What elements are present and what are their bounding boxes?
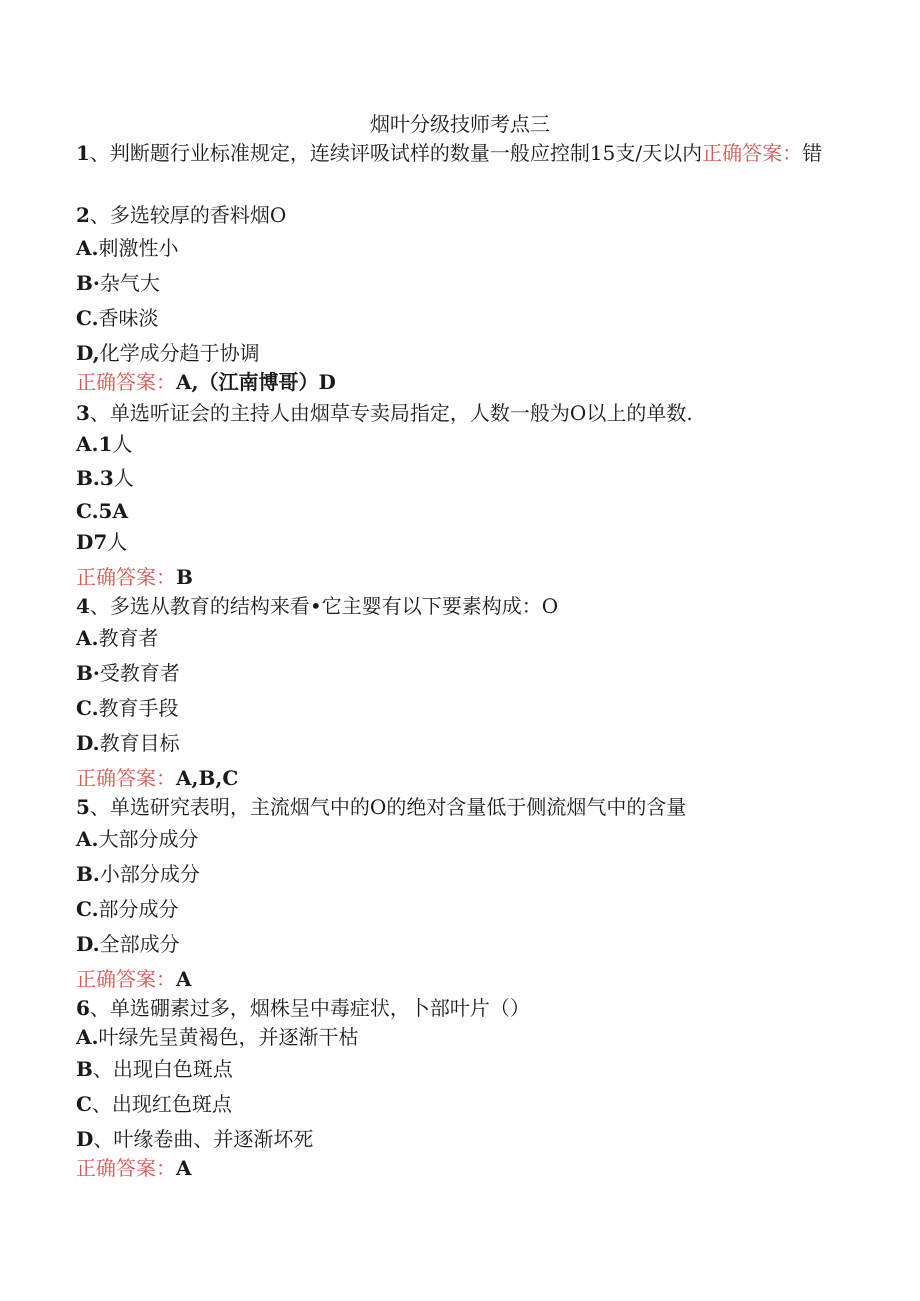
option-letter: C.5A [76,499,128,523]
question-stem: 、单选听证会的主持人由烟草专卖局指定，人数一般为O以上的单数. [89,401,693,425]
option-b [76,464,840,492]
option-a [76,825,840,853]
option-c [76,895,840,923]
option-text: 化学成分趋于协调 [99,341,260,365]
option-text: 教育目标 [99,731,180,755]
answer-label: 正确答案： [76,967,176,991]
question-number: 1 [76,141,90,165]
answer-value: B [176,565,193,589]
question-6 [76,994,840,1022]
option-d [76,528,840,556]
option-c [76,1090,840,1118]
question-number: 2 [76,203,90,227]
answer-row [76,764,840,792]
answer-row [76,563,840,591]
option-d [76,339,840,367]
option-a [76,624,840,652]
option-text: 、出现红色斑点 [91,1092,232,1116]
question-stem: 、单选研究表明，主流烟气中的O的绝对含量低于侧流烟气中的含量 [89,795,687,819]
option-a [76,430,840,458]
question-stem: 、判断题行业标准规定，连续评吸试样的数量一般应控制15支/天以内 [89,141,703,165]
question-number: 6 [76,996,90,1020]
option-c [76,304,840,332]
option-letter: D [76,1127,94,1151]
option-text: 人 [113,466,134,490]
option-letter: B. [76,862,100,886]
option-d [76,1125,840,1153]
option-letter: C. [76,306,99,330]
option-letter: D7 [76,530,108,554]
option-text: 叶绿先呈黄褐色，并逐渐干枯 [98,1025,359,1049]
answer-label: 正确答案： [76,766,176,790]
question-stem: 、多选从教育的结构来看•它主婴有以下要素构成：O [89,594,559,618]
option-c [76,497,840,525]
question-number: 4 [76,594,90,618]
option-b [76,860,840,888]
option-letter: A. [76,827,99,851]
option-letter: A.1 [76,432,113,456]
option-letter: B· [76,661,100,685]
option-text: 全部成分 [99,932,180,956]
answer-label: 正确答案： [76,1156,176,1180]
option-letter: A. [76,1025,99,1049]
option-text: 杂气大 [99,271,160,295]
option-d [76,729,840,757]
option-a [76,234,840,262]
option-letter: A. [76,626,99,650]
answer-row [76,368,840,396]
option-c [76,694,840,722]
option-letter: B.3 [76,466,114,490]
option-letter: A. [76,236,99,260]
question-4 [76,592,840,620]
option-text: 人 [112,432,133,456]
answer-value: A [176,967,192,991]
question-3 [76,399,840,427]
question-stem: 、单选硼素过多，烟株呈中毒症状，卜部叶片（） [89,996,530,1020]
answer-label: 正确答案： [76,565,176,589]
answer-row [76,965,840,993]
option-text: 人 [107,530,128,554]
option-text: 教育手段 [98,696,179,720]
option-text: 大部分成分 [98,827,199,851]
option-letter: D. [76,731,100,755]
option-text: 、出现白色斑点 [92,1057,233,1081]
page-title: 烟叶分级技师考点三 [370,112,550,136]
option-text: 教育者 [98,626,159,650]
answer-value: A,（江南博哥）D [176,370,336,394]
answer-label: 正确答案： [76,370,176,394]
option-b [76,659,840,687]
question-stem: 、多选较厚的香料烟O [89,203,287,227]
question-1 [76,139,840,167]
option-letter: B [76,1057,93,1081]
answer-value: A,B,C [176,766,239,790]
answer-value: A [176,1156,192,1180]
answer-label: 正确答案： [702,141,803,165]
option-letter: D, [76,341,100,365]
question-5 [76,793,840,821]
question-number: 3 [76,401,90,425]
option-letter: C. [76,696,99,720]
option-text: 香味淡 [98,306,159,330]
option-a [76,1023,840,1051]
option-letter: B· [76,271,100,295]
option-text: 部分成分 [98,897,179,921]
option-text: 小部分成分 [99,862,200,886]
answer-row [76,1154,840,1182]
option-letter: C. [76,897,99,921]
option-text: 、叶缘卷曲、并逐渐坏死 [93,1127,314,1151]
question-2 [76,201,840,229]
option-b [76,1055,840,1083]
answer-value: 错 [802,141,823,165]
option-letter: D. [76,932,100,956]
option-letter: C [76,1092,92,1116]
option-b [76,269,840,297]
option-text: 刺激性小 [98,236,179,260]
option-d [76,930,840,958]
option-text: 受教育者 [99,661,180,685]
question-number: 5 [76,795,90,819]
